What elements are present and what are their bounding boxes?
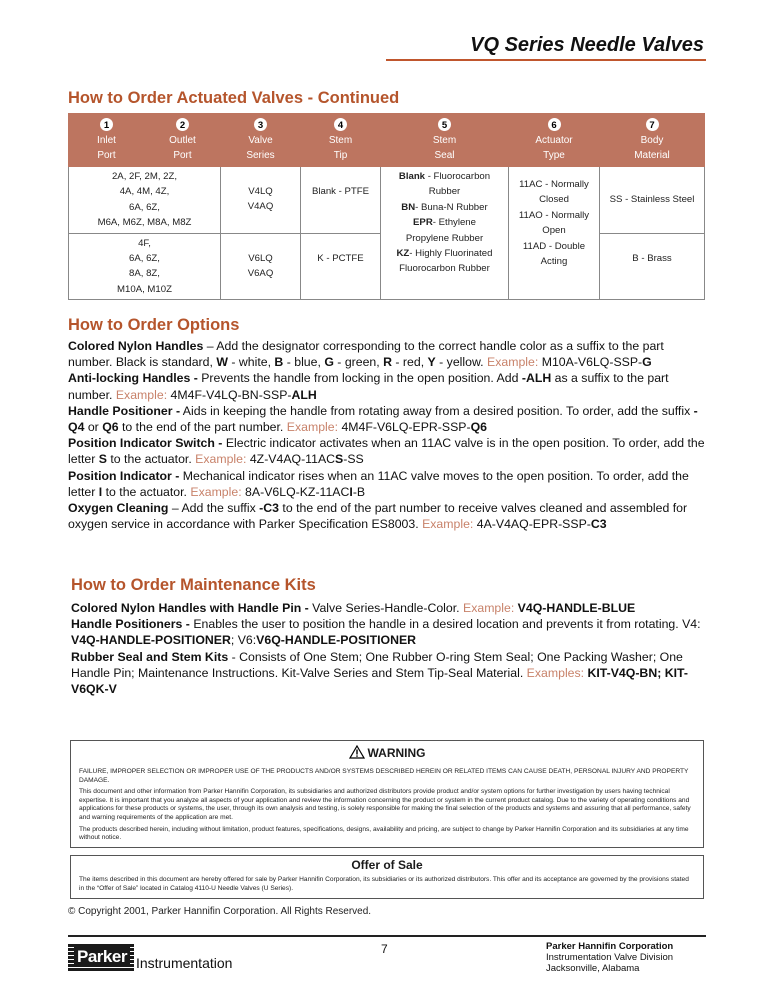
col-stem-seal: 5 Stem Seal [381, 114, 509, 167]
col-body-material: 7 Body Material [600, 114, 705, 167]
copyright: © Copyright 2001, Parker Hannifin Corporation. All Rights Reserved. [68, 906, 372, 917]
col-outlet-port: 2 Outlet Port [145, 114, 221, 167]
series-cell: V4LQ V4AQ [221, 167, 301, 234]
kit-handle-positioners: Handle Positioners - Enables the user to position the handle in a desired location and prevents it from rotating. V4: V4Q-HANDLE-POSITIONER; V6:V6Q-HANDLE-POSITIONER [71, 617, 701, 648]
col-actuator-type: 6 Actuator Type [509, 114, 600, 167]
warning-icon [349, 745, 365, 759]
actuator-cell: 11AC - Normally Closed 11AO - Normally Open 11AD - Double Acting [509, 167, 600, 300]
option-indicator-switch: Position Indicator Switch - Electric indicator activates when an 11AC valve is in the open position. To order, add the letter S to the actuator. Example: 4Z-V4AQ-11ACS-SS [68, 436, 705, 467]
ports-cell: 2A, 2F, 2M, 2Z, 4A, 4M, 4Z, 6A, 6Z, M6A, M6Z, M8A, M8Z [69, 167, 221, 234]
kit-colored-handles: Colored Nylon Handles with Handle Pin - Valve Series-Handle-Color. Example: V4Q-HANDLE-BLUE [71, 601, 636, 615]
corporate-info: Parker Hannifin Corporation Instrumentation Valve Division Jacksonville, Alabama [546, 941, 674, 974]
offer-box [70, 855, 704, 899]
footer-rule [68, 935, 706, 937]
parker-logo-mark: Parker [68, 944, 134, 971]
offer-text: The items described in this document are hereby offered for sale by Parker Hannifin Corporation, its subsidiaries or its authorized distributors. This offer and its acceptance are governed by the provisions stated in the “Offer of Sale” located in Catalog 4110-U Needle Valves (U Series). [79, 876, 689, 892]
warning-title: WARNING [71, 745, 703, 760]
order-table [68, 113, 705, 300]
tip-cell: Blank - PTFE [301, 167, 381, 234]
material-cell: B - Brass [600, 233, 705, 300]
options-heading: How to Order Options [68, 316, 240, 334]
document-title: VQ Series Needle Valves [470, 34, 704, 56]
seal-cell: Blank - Fluorocarbon Rubber BN- Buna-N Rubber EPR- Ethylene Propylene Rubber KZ- Highly Fluorinated Fluorocarbon Rubber [381, 167, 509, 300]
parker-logo [68, 944, 232, 971]
series-cell: V6LQ V6AQ [221, 233, 301, 300]
option-oxygen-cleaning: Oxygen Cleaning – Add the suffix -C3 to the end of the part number to receive valves cleaned and assembled for oxygen service in accordance with Parker Specification ES8003. Example: 4A-V4AQ-EPR-SSP-C3 [68, 501, 688, 532]
table-row [69, 167, 705, 234]
option-position-indicator: Position Indicator - Mechanical indicator rises when an 11AC valve moves to the open position. To order, add the letter I to the actuator. Example: 8A-V6LQ-KZ-11ACI-B [68, 468, 689, 499]
option-colored-handles: Colored Nylon Handles – Add the designator corresponding to the correct handle color as a suffix to the part number. Black is standard, W - white, B - blue, G - green, R - red, Y - yellow. Example: M10A-V6LQ-SSP-G [68, 339, 664, 370]
title-rule [386, 59, 706, 61]
options-text [68, 338, 708, 532]
offer-title: Offer of Sale [351, 858, 423, 872]
warning-box [70, 740, 704, 848]
order-table-header [69, 114, 705, 167]
kits-heading: How to Order Maintenance Kits [71, 576, 316, 594]
option-anti-locking: Anti-locking Handles - Prevents the handle from locking in the open position. Add -ALH as a suffix to the part number. Example: 4M4F-V4LQ-BN-SSP-ALH [68, 371, 669, 402]
ports-cell: 4F, 6A, 6Z, 8A, 8Z, M10A, M10Z [69, 233, 221, 300]
material-cell: SS - Stainless Steel [600, 167, 705, 234]
tip-cell: K - PCTFE [301, 233, 381, 300]
warning-text: FAILURE, IMPROPER SELECTION OR IMPROPER USE OF THE PRODUCTS AND/OR SYSTEMS DESCRIBED HEREIN OR RELATED ITEMS CAN CAUSE DEATH, PERSONAL INJURY AND PROPERTY DAMAGE. This document and other information from Parker Hannifin Corporation, its subsidiaries and authorized distributors provide product and/or system options for further investigation by users having technical expertise. It is important that you analyze all aspects of your application and review the information concerning the product or system in the current product catalog. Due to the variety of operating conditions and applications for these products or systems, the user, through its own analysis and testing, is solely responsible for making the final selection of the products and systems and assuring that all performance, safety and warning requirements of the application are met. The products described herein, including without limitation, product features, specifications, designs, availability and pricing, are subject to change by Parker Hannifin Corporation and its subsidiaries at any time without notice. [79, 768, 691, 842]
page-number: 7 [381, 942, 388, 956]
col-valve-series: 3 Valve Series [221, 114, 301, 167]
col-inlet-port: 1 Inlet Port [69, 114, 145, 167]
logo-subtitle: Instrumentation [135, 955, 233, 971]
actuated-heading: How to Order Actuated Valves - Continued [68, 89, 400, 107]
col-stem-tip: 4 Stem Tip [301, 114, 381, 167]
option-handle-positioner: Handle Positioner - Aids in keeping the handle from rotating away from a desired position. To order, add the suffix -Q4 or Q6 to the end of the part number. Example: 4M4F-V6LQ-EPR-SSP-Q6 [68, 403, 698, 435]
kits-text [71, 600, 707, 697]
kit-rubber-seal-stem: Rubber Seal and Stem Kits - Consists of One Stem; One Rubber O-ring Stem Seal; One Packing Washer; One Handle Pin; Maintenance Instructions. Kit-Valve Series and Stem Tip-Seal Material. Examples: KIT-V4Q-BN; KIT-V6QK-V [71, 649, 688, 697]
